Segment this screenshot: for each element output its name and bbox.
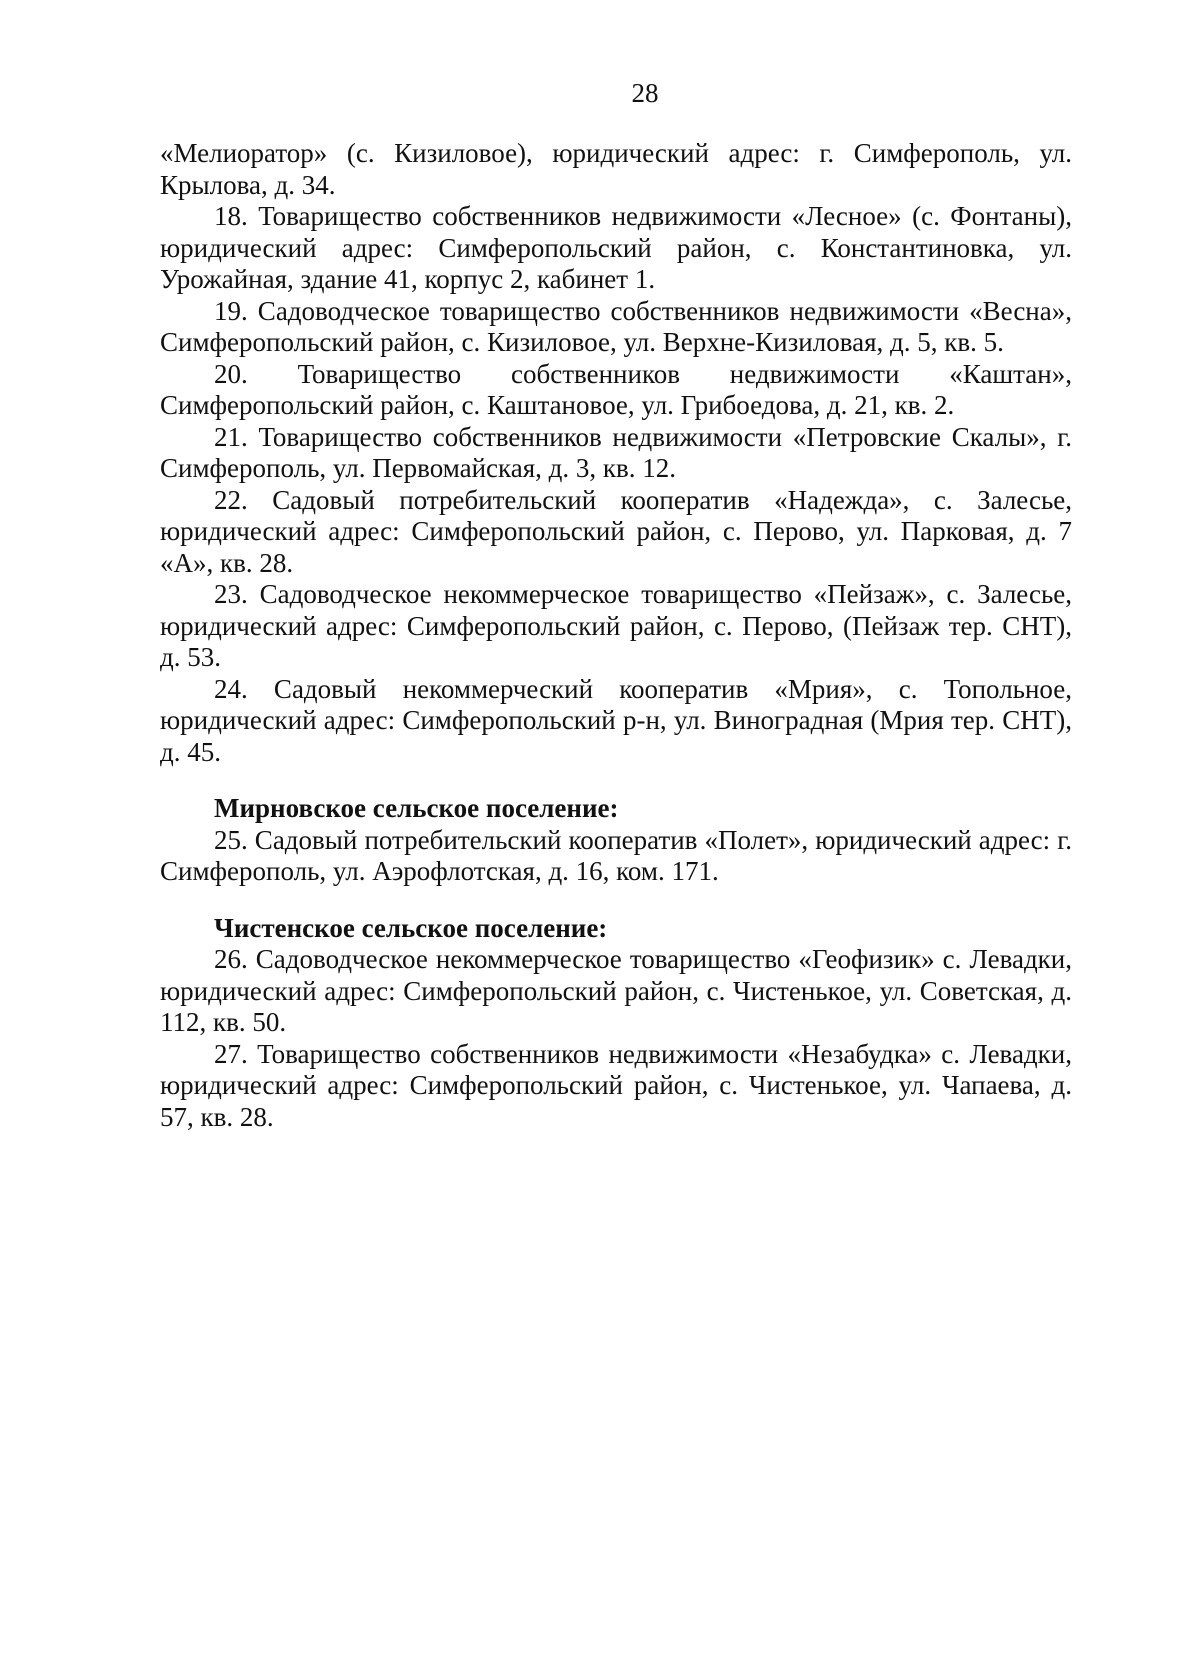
document-body <box>160 138 1072 1133</box>
list-item-19: 19. Садоводческое товарищество собственников недвижимости «Весна», Симферопольский район, с. Кизиловое, ул. Верхне-Кизиловая, д. 5, кв. 5. <box>160 295 1072 357</box>
list-item-27: 27. Товарищество собственников недвижимости «Незабудка» с. Левадки, юридический адрес: Симферопольский район, с. Чистенькое, ул. Чапаева, д. 57, кв. 28. <box>160 1038 1072 1132</box>
list-item-24: 24. Садовый некоммерческий кооператив «Мрия», с. Топольное, юридический адрес: Симферопольский р-н, ул. Виноградная (Мрия тер. СНТ), д. 45. <box>160 673 1072 767</box>
section-heading-mirnovskoe: Мирновское сельское поселение: <box>214 793 619 823</box>
page-number: 28 <box>631 78 659 108</box>
list-item-25: 25. Садовый потребительский кооператив «Полет», юридический адрес: г. Симферополь, ул. Аэрофлотская, д. 16, ком. 171. <box>160 824 1072 886</box>
list-item-21: 21. Товарищество собственников недвижимости «Петровские Скалы», г. Симферополь, ул. Первомайская, д. 3, кв. 12. <box>160 421 1072 483</box>
list-item-23: 23. Садоводческое некоммерческое товарищество «Пейзаж», с. Залесье, юридический адрес: Симферопольский район, с. Перово, (Пейзаж тер. СНТ), д. 53. <box>160 579 1072 672</box>
continued-item-text: «Мелиоратор» (с. Кизиловое), юридический адрес: г. Симферополь, ул. Крылова, д. 34. <box>160 138 1072 200</box>
list-item-26: 26. Садоводческое некоммерческое товарищество «Геофизик» с. Левадки, юридический адрес: Симферопольский район, с. Чистенькое, ул. Советская, д. 112, кв. 50. <box>160 944 1072 1037</box>
list-item-20: 20. Товарищество собственников недвижимости «Каштан», Симферопольский район, с. Каштановое, ул. Грибоедова, д. 21, кв. 2. <box>160 358 1072 420</box>
section-heading-chistenskoe: Чистенское сельское поселение: <box>214 912 608 943</box>
list-item-22: 22. Садовый потребительский кооператив «Надежда», с. Залесье, юридический адрес: Симферопольский район, с. Перово, ул. Парковая, д. 7 «А», кв. 28. <box>160 484 1072 578</box>
list-item-18: 18. Товарищество собственников недвижимости «Лесное» (с. Фонтаны), юридический адрес: Симферопольский район, с. Константиновка, ул. Урожайная, здание 41, корпус 2, кабинет 1. <box>160 201 1072 294</box>
